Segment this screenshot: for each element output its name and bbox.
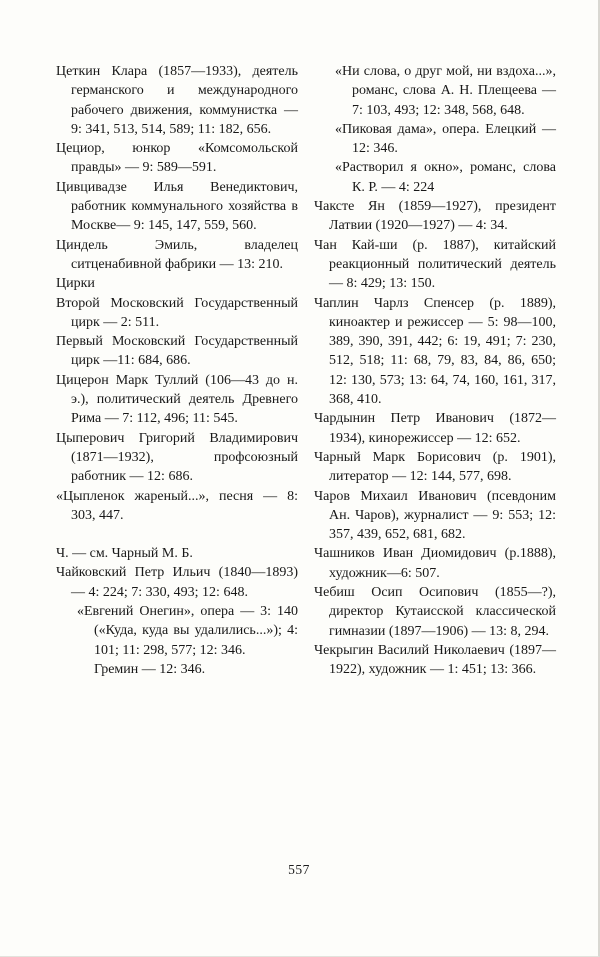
index-subentry: Гремин — 12: 346.	[94, 661, 206, 677]
index-entry: Цицерон Марк Туллий (106—43 до н. э.), политический деятель Древнего Рима — 7: 112, 496; 11: 545.	[56, 372, 298, 427]
index-entry: Цеткин Клара (1857—1933), деятель германского и международного рабочего движения, коммунистка — 9: 341, 513, 514, 589; 11: 182, 656.	[56, 64, 298, 137]
index-entry: Чаплин Чарлз Спенсер (р. 1889), киноактер и режиссер — 5: 98—100, 389, 390, 391, 442; 6: 19, 491; 7: 230, 512, 518; 11: 68, 79, 83, 84, 86, 650; 12: 130, 573; 13: 64, 74, 160, 161, 317, 368, 410.	[314, 295, 556, 408]
index-entry: Циндель Эмиль, владелец ситценабивной фабрики — 13: 210.	[56, 237, 298, 272]
index-entry: Цивцивадзе Илья Венедиктович, работник коммунального хозяйства в Москве— 9: 145, 147, 559, 560.	[56, 179, 298, 234]
index-entry: Чебиш Осип Осипович (1855—?), директор Кутаисской классической гимназии (1897—1906) — 13: 8, 294.	[314, 585, 556, 639]
index-entry: Чашников Иван Диомидович (р.1888), художник—6: 507.	[314, 546, 556, 581]
index-entry: Чаров Михаил Иванович (псевдоним Ан. Чаров), журналист — 9: 553; 12: 357, 439, 652, 681, 682.	[314, 488, 556, 543]
index-entry: Чайковский Петр Ильич (1840—1893) — 4: 224; 7: 330, 493; 12: 648.	[56, 565, 298, 600]
page-number: 557	[288, 862, 310, 877]
index-subentry: «Растворил я окно», романс, слова К. Р. — 4: 224	[335, 160, 556, 195]
index-entry: Второй Московский Государственный цирк — 2: 511.	[56, 295, 298, 330]
index-subentry: «Ни слова, о друг мой, ни вздоха...», романс, слова А. Н. Плещеева — 7: 103, 493; 12: 348, 568, 648.	[335, 64, 556, 118]
index-entry: Цециор, юнкор «Комсомольской правды» — 9: 589—591.	[56, 141, 298, 176]
index-subentry: «Пиковая дама», опера. Елецкий — 12: 346.	[335, 121, 556, 157]
index-entry-section-start: Ч. — см. Чарный М. Б.	[56, 546, 193, 562]
index-entry: Цыперович Григорий Владимирович (1871—1932), профсоюзный работник — 12: 686.	[56, 430, 298, 485]
index-entry: Чекрыгин Василий Николаевич (1897—1922), художник — 1: 451; 13: 366.	[314, 642, 556, 678]
index-heading: Цирки	[56, 276, 95, 292]
index-entry: «Цыпленок жареный...», песня — 8: 303, 447.	[56, 488, 298, 523]
index-entry: Первый Московский Государственный цирк —11: 684, 686.	[56, 334, 298, 369]
index-column-right	[314, 62, 556, 680]
index-subentry: «Евгений Онегин», опера — 3: 140 («Куда, куда вы удалились...»); 4: 101; 11: 298, 577; 12: 346.	[77, 604, 298, 658]
index-entry: Чаксте Ян (1859—1927), президент Латвии (1920—1927) — 4: 34.	[314, 199, 556, 234]
index-column-left	[56, 62, 298, 680]
index-entry: Чардынин Петр Иванович (1872—1934), кинорежиссер — 12: 652.	[314, 411, 556, 446]
index-entry: Чарный Марк Борисович (р. 1901), литератор — 12: 144, 577, 698.	[314, 449, 556, 485]
index-entry: Чан Кай-ши (р. 1887), китайский реакционный политический деятель — 8: 429; 13: 150.	[314, 237, 556, 292]
index-columns	[56, 62, 556, 680]
